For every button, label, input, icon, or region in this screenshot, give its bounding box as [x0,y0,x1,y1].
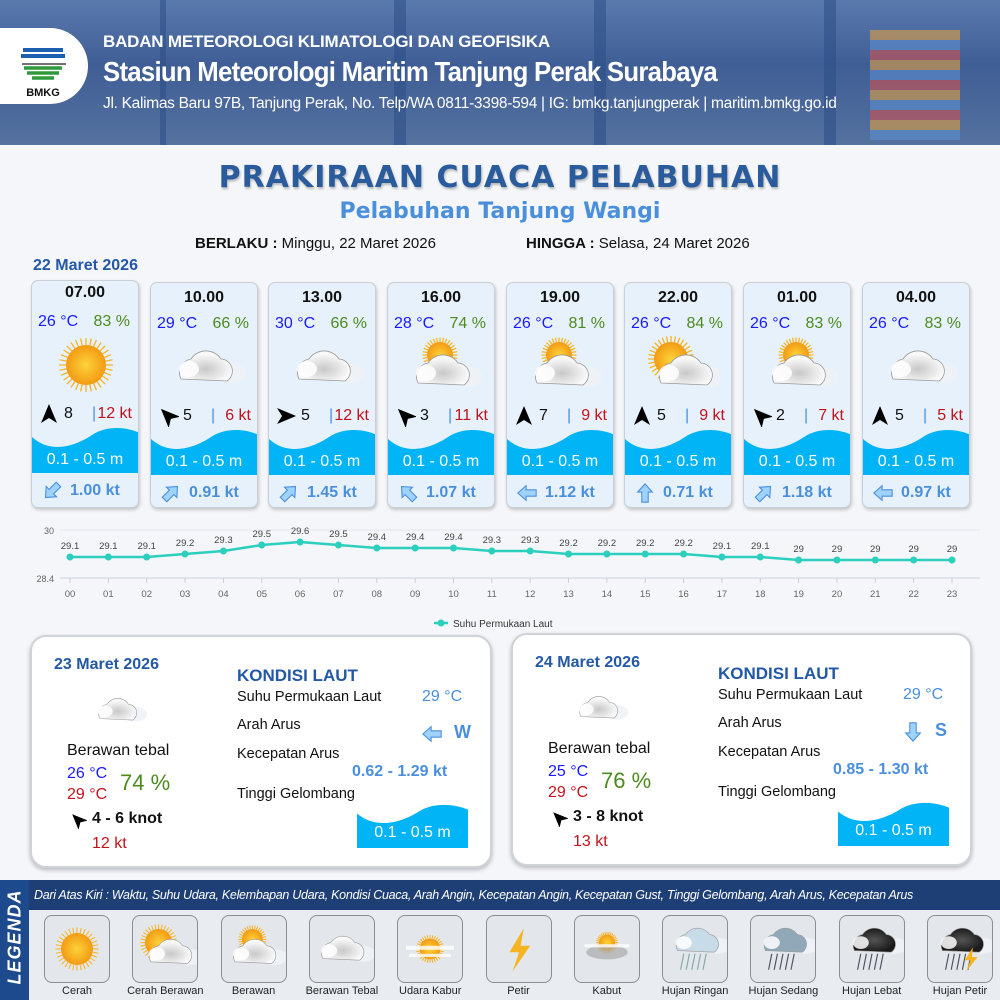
wave-height-label: Tinggi Gelombang [718,784,836,800]
x-tick-label: 13 [563,589,574,600]
data-label: 29.1 [712,541,732,552]
data-point [757,554,764,561]
legend-item [927,915,993,983]
data-point [143,554,150,561]
gust-speed: 13 kt [573,833,608,850]
wind-speed: 3 [420,407,429,424]
air-temperature: 26 °C [869,315,910,332]
sst-label: Suhu Permukaan Laut [237,689,382,705]
air-temperature: 26 °C [513,315,554,332]
cerah-berawan-icon [639,335,719,399]
legend-item-label: Berawan [231,985,276,997]
current-direction-label: Arah Arus [237,717,301,733]
data-point [795,557,802,564]
forecast-time: 22.00 [657,289,699,306]
berawan-icon [402,335,482,399]
legend-item-label: Udara Kabur [399,985,462,997]
data-point [488,548,495,555]
current-direction-value: S [935,720,948,740]
wind-speed: 7 [539,407,548,424]
hujan-petir-icon [928,969,992,986]
data-point [412,545,419,552]
x-tick-label: 03 [179,589,191,600]
valid-to-value: Selasa, 24 Maret 2026 [598,235,750,252]
legend-item-label: Cerah [62,985,92,997]
data-point [718,554,725,561]
station-contact: Jl. Kalimas Baru 97B, Tanjung Perak, No. Telp/WA 0811-3398-594 | IG: bmkg.tanjungperak | maritim.bmkg.go.id [103,95,837,112]
sst-value: 29 °C [422,688,463,705]
forecast-time: 16.00 [420,289,462,306]
wave-height: 0.1 - 0.5 m [758,453,836,470]
legend-title: LEGENDA [4,889,25,985]
forecast-card [387,282,495,508]
air-temperature: 30 °C [275,315,316,332]
current-speed: 0.71 kt [663,484,713,501]
wave-height: 0.1 - 0.5 m [402,453,480,470]
data-label: 29.5 [252,529,271,540]
current-speed-label: Kecepatan Arus [237,746,340,762]
data-label: 29.1 [60,541,80,552]
humidity: 66 % [330,315,367,332]
valid-to [526,235,750,252]
forecast-card [268,282,376,508]
forecast-time: 19.00 [539,289,581,306]
x-tick-label: 02 [141,589,152,600]
humidity: 84 % [686,315,723,332]
wind-direction-icon [394,405,416,427]
legend-item-label: Kabut [592,985,622,997]
wind-direction-icon [750,405,772,427]
forecast-time: 10.00 [183,289,225,306]
current-speed-value: 0.62 - 1.29 kt [352,763,448,780]
data-point [680,551,687,558]
legend-item [486,915,552,983]
bmkg-logo [0,28,88,104]
data-label: 29 [946,544,958,555]
data-point [297,539,304,546]
air-temperature: 26 °C [750,315,791,332]
current-direction-icon [752,482,776,504]
data-label: 29.4 [367,532,387,543]
data-label: 29.4 [444,532,463,543]
humidity: 81 % [568,315,605,332]
data-point [949,557,956,564]
x-tick-label: 05 [256,589,268,600]
port-name: Pelabuhan Tanjung Wangi [339,199,661,224]
cerah-icon [45,969,109,986]
legend-marker [438,620,445,627]
data-point [910,557,917,564]
data-label: 29.5 [329,529,348,540]
gust-speed: 12 kt [92,835,127,852]
berawan-tebal-icon [310,969,374,986]
data-label: 29.1 [99,541,118,552]
weather-condition: Berawan tebal [67,742,170,759]
current-speed: 1.07 kt [426,484,476,501]
wind-direction-icon [275,405,297,427]
petir-icon [487,969,551,986]
data-label: 29.1 [751,541,770,552]
air-temperature: 28 °C [394,315,435,332]
sst-label: Suhu Permukaan Laut [718,687,863,703]
data-label: 29.6 [290,526,310,537]
wind-speed: 5 [895,407,904,424]
wind-speed: 5 [657,407,666,424]
air-temperature: 29 °C [157,315,198,332]
x-tick-label: 22 [908,589,919,600]
forecast-time: 01.00 [776,289,818,306]
wind-direction-icon [631,405,653,427]
current-speed-label: Kecepatan Arus [718,744,821,760]
wind-speed: 5 [301,407,310,424]
separator: | [567,407,572,424]
data-label: 29.2 [175,538,195,549]
legend-item [662,915,728,983]
wind-speed: 2 [776,407,785,424]
current-direction-icon [277,482,301,504]
forecast-card [862,282,970,508]
legend-item [221,915,287,983]
current-direction-icon [420,723,444,745]
berawan-icon [521,335,601,399]
org-name: BADAN METEOROLOGI KLIMATOLOGI DAN GEOFISIKA [103,32,550,51]
gust-speed: 9 kt [581,407,607,424]
current-speed: 1.45 kt [307,484,357,501]
day-date: 24 Maret 2026 [535,654,640,671]
forecast-time: 13.00 [301,289,343,306]
current-direction-icon [40,480,64,502]
forecast-card [743,282,851,508]
legend-item-label: Hujan Lebat [842,985,902,997]
separator: | [685,407,690,424]
gust-speed: 9 kt [699,407,725,424]
wind-direction-icon [69,811,87,829]
data-point [182,551,189,558]
wind-direction-icon [157,405,179,427]
current-direction-icon [396,482,420,504]
data-label: 29.4 [405,532,425,543]
current-direction-icon [515,482,539,504]
air-temperature: 26 °C [631,315,672,332]
humidity: 74 % [449,315,486,332]
wind-speed: 3 - 8 knot [573,808,644,825]
data-label: 29 [870,544,881,555]
gust-speed: 12 kt [334,407,369,424]
current-direction-icon [159,482,183,504]
wave-height: 0.1 - 0.5 m [521,453,599,470]
data-point [833,557,840,564]
forecast-card [624,282,732,508]
current-speed: 0.97 kt [901,484,951,501]
page-title: PRAKIRAAN CUACA PELABUHAN [218,160,782,195]
legend-item [839,915,905,983]
wind-speed: 5 [183,407,192,424]
x-tick-label: 11 [486,589,497,600]
station-name: Stasiun Meteorologi Maritim Tanjung Perak Surabaya [103,56,718,87]
udara-kabur-icon [398,969,462,986]
x-tick-label: 04 [218,589,229,600]
wave-height-label: Tinggi Gelombang [237,786,355,802]
data-label: 29 [908,544,919,555]
cerah-berawan-icon [133,969,197,986]
data-point [603,551,610,558]
data-label: 29.2 [674,538,693,549]
wave-height: 0.1 - 0.5 m [46,451,124,468]
legend-item [132,915,198,983]
hujan-sedang-icon [751,969,815,986]
legend-item [397,915,463,983]
humidity: 66 % [212,315,249,332]
valid-to-label: HINGGA : [526,235,595,252]
day1-date: 22 Maret 2026 [33,257,138,274]
data-label: 29.3 [520,535,540,546]
x-tick-label: 10 [448,589,459,600]
valid-from-label: BERLAKU : [195,235,278,252]
wind-speed: 8 [64,405,73,422]
data-point [105,554,112,561]
data-point [450,545,457,552]
legend-item-label: Hujan Petir [932,985,988,997]
x-tick-label: 00 [64,589,76,600]
x-tick-label: 23 [946,589,958,600]
current-direction-icon [871,482,895,504]
separator: | [92,405,97,422]
current-speed: 0.91 kt [189,484,239,501]
data-label: 29 [793,544,804,555]
data-point [220,548,227,555]
min-temperature: 26 °C [67,765,108,782]
wave-height: 0.1 - 0.5 m [374,824,451,841]
humidity: 83 % [805,315,842,332]
legend-item [309,915,375,983]
gust-speed: 12 kt [97,405,132,422]
valid-from-value: Minggu, 22 Maret 2026 [281,235,436,252]
kabut-icon [575,969,639,986]
day-summary-panel [511,633,972,866]
humidity: 74 % [120,770,171,795]
current-speed: 1.00 kt [70,482,120,499]
data-point [872,557,879,564]
data-label: 29.1 [137,541,156,552]
x-tick-label: 06 [294,589,306,600]
x-tick-label: 17 [716,589,728,600]
sea-condition-title: KONDISI LAUT [237,666,358,685]
separator: | [923,407,928,424]
sst-chart [20,520,1000,632]
forecast-time: 04.00 [895,289,937,306]
data-point [67,554,74,561]
humidity: 83 % [93,313,130,330]
legend-item-label: Cerah Berawan [127,985,204,997]
x-tick-label: 07 [333,589,344,600]
gust-speed: 11 kt [454,407,488,424]
berawan-tebal-icon [568,685,628,731]
separator: | [448,407,453,424]
x-tick-label: 12 [524,589,536,600]
y-tick-label: 28.4 [36,574,54,584]
current-direction-icon [633,482,657,504]
berawan-tebal-icon [165,335,245,399]
current-speed-value: 0.85 - 1.30 kt [833,761,929,778]
forecast-card [506,282,614,508]
x-tick-label: 01 [103,589,114,600]
wind-direction-icon [869,405,891,427]
x-tick-label: 08 [371,589,383,600]
svg-text:BMKG: BMKG [26,87,60,99]
separator: | [804,407,809,424]
humidity: 83 % [924,315,961,332]
x-tick-label: 20 [831,589,843,600]
forecast-card [150,282,258,508]
legend-description: Dari Atas Kiri : Waktu, Suhu Udara, Kelembapan Udara, Kondisi Cuaca, Arah Angin, Kecepatan Angin, Kecepatan Gust, Tinggi Gelombang, Arah Arus, Kecepatan Arus [34,888,914,902]
weather-condition: Berawan tebal [548,740,651,757]
sst-value: 29 °C [903,686,944,703]
separator: | [211,407,216,424]
legend-item-label: Berawan Tebal [305,985,379,997]
wave-height: 0.1 - 0.5 m [855,822,932,839]
wave-height: 0.1 - 0.5 m [877,453,955,470]
current-speed: 1.12 kt [545,484,595,501]
wave-height: 0.1 - 0.5 m [165,453,243,470]
legend-item-label: Hujan Ringan [661,985,729,997]
current-direction-icon [901,721,925,743]
x-tick-label: 16 [678,589,689,600]
legend-label: Suhu Permukaan Laut [453,619,553,630]
wave-height: 0.1 - 0.5 m [283,453,361,470]
berawan-tebal-icon [283,335,363,399]
data-label: 29.2 [635,538,655,549]
wind-direction-icon [38,403,60,425]
valid-from [195,235,436,252]
hujan-ringan-icon [663,969,727,986]
current-speed: 1.18 kt [782,484,832,501]
data-label: 29.2 [597,538,617,549]
x-tick-label: 19 [793,589,804,600]
gust-speed: 7 kt [818,407,844,424]
sea-condition-title: KONDISI LAUT [718,664,839,683]
data-label: 29 [831,544,843,555]
day-summary-panel [30,635,492,868]
x-tick-label: 18 [754,589,766,600]
hujan-lebat-icon [840,969,904,986]
cerah-icon [46,333,126,397]
x-tick-label: 14 [601,589,613,600]
wave-height: 0.1 - 0.5 m [639,453,717,470]
gust-speed: 5 kt [937,407,963,424]
berawan-icon [758,335,838,399]
humidity: 76 % [601,768,652,793]
day-date: 23 Maret 2026 [54,656,159,673]
legend-item [574,915,640,983]
data-point [642,551,649,558]
max-temperature: 29 °C [67,786,108,803]
data-label: 29.3 [214,535,233,546]
forecast-time: 07.00 [64,284,106,301]
max-temperature: 29 °C [548,784,589,801]
min-temperature: 25 °C [548,763,589,780]
data-point [565,551,572,558]
y-tick-label: 30 [43,526,54,536]
data-point [258,542,265,549]
wind-direction-icon [513,405,535,427]
forecast-card [31,280,139,508]
data-point [527,548,534,555]
berawan-tebal-icon [87,687,147,733]
air-temperature: 26 °C [38,313,79,330]
berawan-tebal-icon [877,335,957,399]
current-direction-label: Arah Arus [718,715,782,731]
legend-item-label: Hujan Sedang [748,985,819,997]
gust-speed: 6 kt [225,407,251,424]
data-point [335,542,342,549]
current-direction-value: W [454,722,471,742]
x-tick-label: 21 [870,589,881,600]
data-label: 29.3 [482,535,502,546]
berawan-icon [222,969,286,986]
legend-item-label: Petir [507,985,530,997]
x-tick-label: 15 [639,589,651,600]
legend-item [44,915,110,983]
data-point [373,545,380,552]
x-tick-label: 09 [409,589,421,600]
data-label: 29.2 [559,538,578,549]
legend-item [750,915,816,983]
wind-direction-icon [550,809,568,827]
separator: | [329,407,334,424]
wind-speed: 4 - 6 knot [92,810,163,827]
sst-line [70,542,952,560]
